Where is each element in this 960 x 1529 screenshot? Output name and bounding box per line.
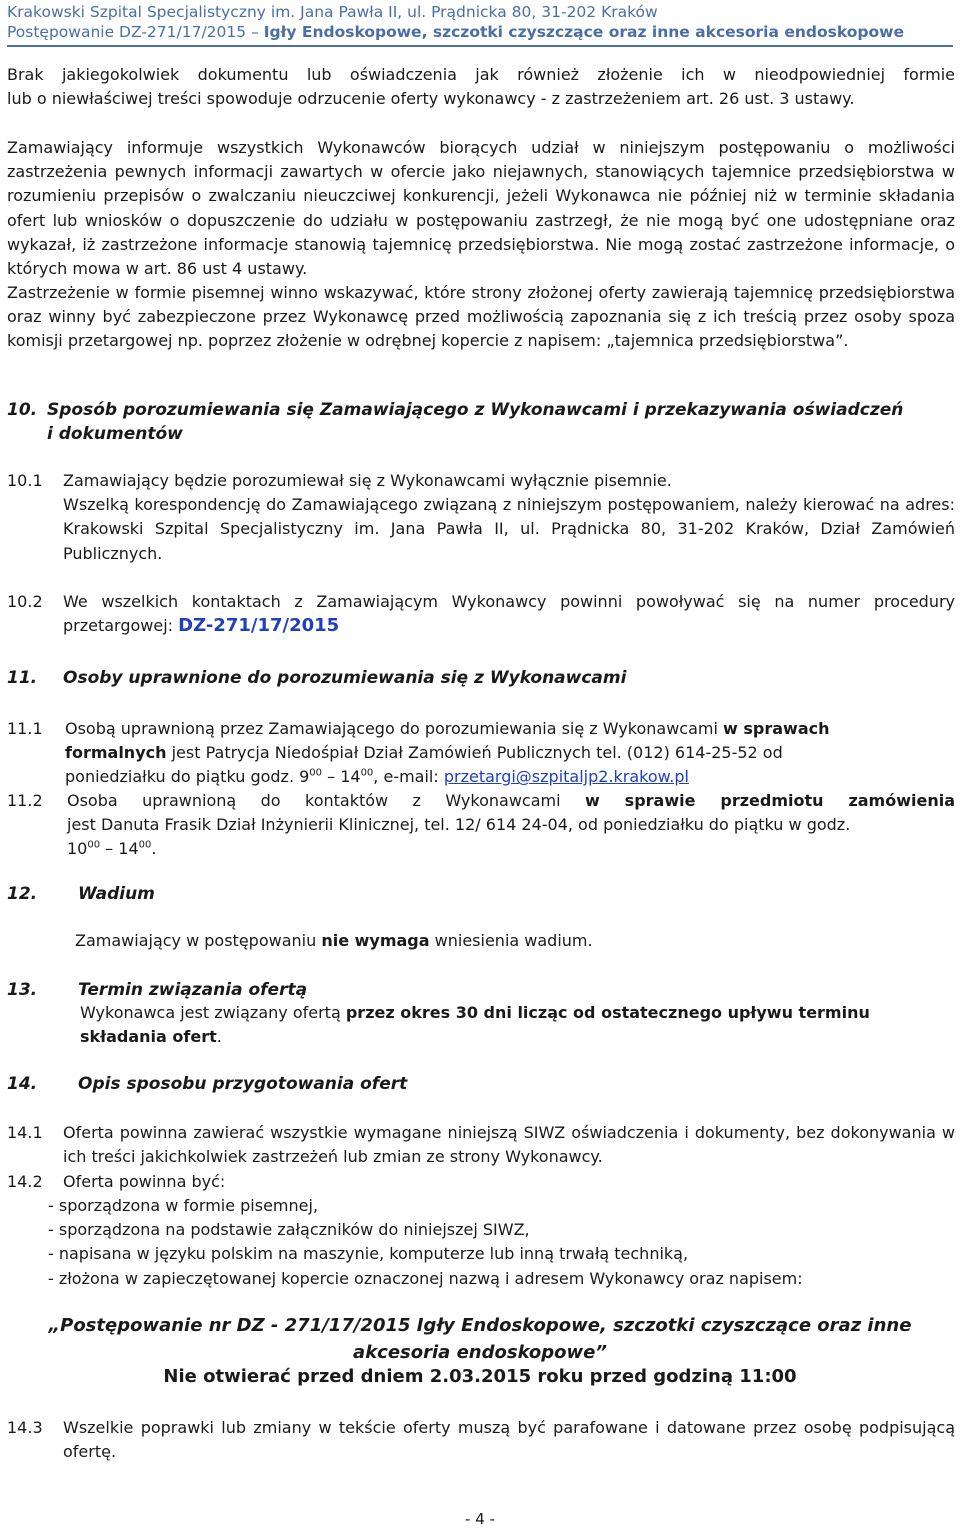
item-11-1-l1b: w sprawach <box>723 719 830 738</box>
header-line-2: Postępowanie DZ-271/17/2015 – Igły Endoskopowe, szczotki czyszczące oraz inne akcesoria endoskopowe <box>7 23 904 41</box>
section-11-title: Osoby uprawnione do porozumiewania się z Wykonawcami <box>63 668 627 688</box>
section-12-number: 12. <box>7 884 38 904</box>
item-10-2-line2 <box>63 614 955 638</box>
envelope-deadline: Nie otwierać przed dniem 2.03.2015 roku przed godziną 11:00 <box>163 1366 797 1387</box>
item-14-2-text: Oferta powinna być: <box>63 1172 226 1191</box>
item-11-2-line3 <box>67 837 955 861</box>
item-11-2-period: . <box>151 839 157 859</box>
item-11-1-l2b: jest Patrycja Niedośpiał Dział Zamówień Publicznych tel. (012) 614-25-52 od <box>171 743 783 763</box>
s13-l1a: Wykonawca jest związany ofertą <box>80 1003 341 1022</box>
section-11-number: 11. <box>7 668 38 688</box>
item-11-2-l1b: w sprawie przedmiotu zamówienia <box>584 791 956 810</box>
item-10-1-line1: Zamawiający będzie porozumiewał się z Wykonawcami wyłącznie pisemnie. <box>63 471 672 490</box>
section-13-text <box>80 1001 946 1049</box>
item-11-1-l2a: formalnych <box>65 743 167 763</box>
s13-l2b: . <box>216 1027 222 1047</box>
s13-l2a: składania ofert <box>80 1027 217 1047</box>
section-10-title-line2: i dokumentów <box>47 424 183 444</box>
email-link[interactable]: przetargi@szpitaljp2.krakow.pl <box>443 767 689 787</box>
item-14-1-text: Oferta powinna zawierać wszystkie wymagane niniejszą SIWZ oświadczenia i dokumenty, bez dokonywania w ich treści jakichkolwiek zastrzeżeń lub zmian ze strony Wykonawcy. <box>63 1123 955 1167</box>
intro-paragraph-2: Zamawiający informuje wszystkich Wykonawców biorących udział w niniejszym postępowaniu o możliwości zastrzeżenia pewnych informacji zawartych w ofercie jako niejawnych, stanowiących tajemnice przedsiębiorstwa w rozumieniu przepisów o zwalczaniu nieuczciwej konkurencji, jeżeli Wykonawca nie później niż w terminie składania ofert lub wniosków o dopuszczenie do udziału w postępowaniu zastrzegł, że nie mogą być one udostępniane oraz wykazał, iż zastrzeżone informacje stanowią tajemnicę przedsiębiorstwa. Nie mogą zostać zastrzeżone informacje, o których mowa w art. 86 ust 4 ustawy. <box>7 138 955 279</box>
item-14-3-number: 14.3 <box>7 1418 43 1437</box>
section-14-number: 14. <box>7 1074 38 1094</box>
item-11-2-number: 11.2 <box>7 791 43 810</box>
item-10-2-label: przetargowej: <box>63 616 174 636</box>
section-13-line2 <box>80 1025 946 1049</box>
section-10-title <box>47 398 957 446</box>
intro-p1-line2: lub o niewłaściwej treści spowoduje odrzucenie oferty wykonawcy - z zastrzeżeniem art. 26 ust. 3 ustawy. <box>7 89 855 109</box>
item-14-2-number: 14.2 <box>7 1172 43 1191</box>
item-11-1-hours-from: poniedziałku do piątku godz. 9 <box>65 767 310 787</box>
item-11-1-hours-to: – 14 <box>322 767 361 787</box>
item-11-1-line3 <box>65 765 955 789</box>
envelope-label-line2: akcesoria endoskopowe” <box>353 1342 607 1363</box>
item-11-1-sup2: 00 <box>360 768 374 780</box>
item-11-2-line1 <box>67 789 955 813</box>
item-11-2-sup2: 00 <box>138 840 152 852</box>
section-10-title-line1: Sposób porozumiewania się Zamawiającego z Wykonawcami i przekazywania oświadczeń <box>47 400 904 420</box>
header-case-number: Postępowanie DZ-271/17/2015 <box>7 23 247 41</box>
item-11-2-hours-to: – 14 <box>100 839 139 859</box>
list-item: - sporządzona na podstawie załączników do niniejszej SIWZ, <box>48 1220 530 1240</box>
item-10-1-text <box>63 469 955 566</box>
item-10-2-line1: We wszelkich kontaktach z Zamawiającym Wykonawcy powinni powoływać się na numer procedury <box>63 592 955 611</box>
item-10-2-number: 10.2 <box>7 592 43 611</box>
procedure-number: DZ-271/17/2015 <box>178 615 340 637</box>
item-10-1-number: 10.1 <box>7 471 43 490</box>
section-12-title: Wadium <box>78 884 155 904</box>
section-10-number: 10. <box>7 400 38 420</box>
item-11-1-text <box>65 717 955 790</box>
intro-p1-line1: Brak jakiegokolwiek dokumentu lub oświadczenia jak również złożenie ich w nieodpowiedniej formie <box>7 65 955 84</box>
item-10-1-rest: Wszelką korespondencję do Zamawiającego związaną z niniejszym postępowaniem, należy kierować na adres: Krakowski Szpital Specjalistyczny im. Jana Pawła II, ul. Prądnicka 80, 31-202 Kraków, Dział Zamówień Publicznych. <box>63 495 955 563</box>
item-11-1-l1a: Osobą uprawnioną przez Zamawiającego do porozumiewania się z Wykonawcami <box>65 719 718 738</box>
s12-text-c: wniesienia wadium. <box>434 931 593 950</box>
item-14-1-number: 14.1 <box>7 1123 43 1142</box>
item-11-2-hours-from: 10 <box>67 839 88 859</box>
section-13-number: 13. <box>7 980 38 1000</box>
list-item: - napisana w języku polskim na maszynie, komputerze lub inną trwałą techniką, <box>48 1244 689 1264</box>
item-11-2-l1a: Osoba uprawnioną do kontaktów z Wykonawcami <box>67 791 561 810</box>
section-12-text <box>75 929 955 953</box>
item-11-1-line2 <box>65 741 955 765</box>
item-11-2-line2: jest Danuta Frasik Dział Inżynierii Klinicznej, tel. 12/ 614 24-04, od poniedziałku do piątku w godz. <box>67 815 851 835</box>
header-subject: Igły Endoskopowe, szczotki czyszczące oraz inne akcesoria endoskopowe <box>263 23 904 41</box>
page-header <box>7 2 953 42</box>
list-item: - sporządzona w formie pisemnej, <box>48 1196 319 1215</box>
intro-paragraph-3: Zastrzeżenie w formie pisemnej winno wskazywać, które strony złożonej oferty zawierają tajemnicę przedsiębiorstwa oraz winny być zabezpieczone przez Wykonawcę przed możliwością zapoznania się z ich treścią przez osoby spoza komisji przetargowej np. poprzez złożenie w odrębnej kopercie z napisem: „tajemnica przedsiębiorstwa”. <box>7 283 955 351</box>
header-rule <box>7 45 953 47</box>
intro-paragraph-1 <box>7 63 955 111</box>
item-14-2-list <box>48 1194 948 1291</box>
list-item: - złożona w zapieczętowanej kopercie oznaczonej nazwą i adresem Wykonawcy oraz napisem: <box>48 1268 803 1288</box>
header-line-1: Krakowski Szpital Specjalistyczny im. Jana Pawła II, ul. Prądnicka 80, 31-202 Kraków <box>7 3 658 21</box>
section-14-title: Opis sposobu przygotowania ofert <box>78 1074 408 1094</box>
s13-l1b: przez okres 30 dni licząc od ostatecznego upływu terminu <box>345 1003 870 1022</box>
item-11-2-text <box>67 789 955 862</box>
item-11-2-sup1: 00 <box>87 840 101 852</box>
item-14-3-text: Wszelkie poprawki lub zmiany w tekście oferty muszą być parafowane i datowane przez osobę podpisującą ofertę. <box>63 1418 955 1462</box>
section-13-line1 <box>80 1001 946 1025</box>
item-11-1-line1 <box>65 717 955 741</box>
section-13-title: Termin związania ofertą <box>78 980 308 1000</box>
s12-text-a: Zamawiający w postępowaniu <box>75 931 317 950</box>
s12-text-b: nie wymaga <box>321 931 430 950</box>
item-11-1-sup1: 00 <box>309 768 323 780</box>
item-11-1-email-label: , e-mail: <box>373 767 444 787</box>
envelope-label <box>7 1312 953 1366</box>
page-number: - 4 - <box>465 1510 495 1528</box>
item-10-2-text <box>63 590 955 638</box>
envelope-label-line1: „Postępowanie nr DZ - 271/17/2015 Igły Endoskopowe, szczotki czyszczące oraz inne <box>48 1315 912 1336</box>
item-11-1-number: 11.1 <box>7 719 43 738</box>
